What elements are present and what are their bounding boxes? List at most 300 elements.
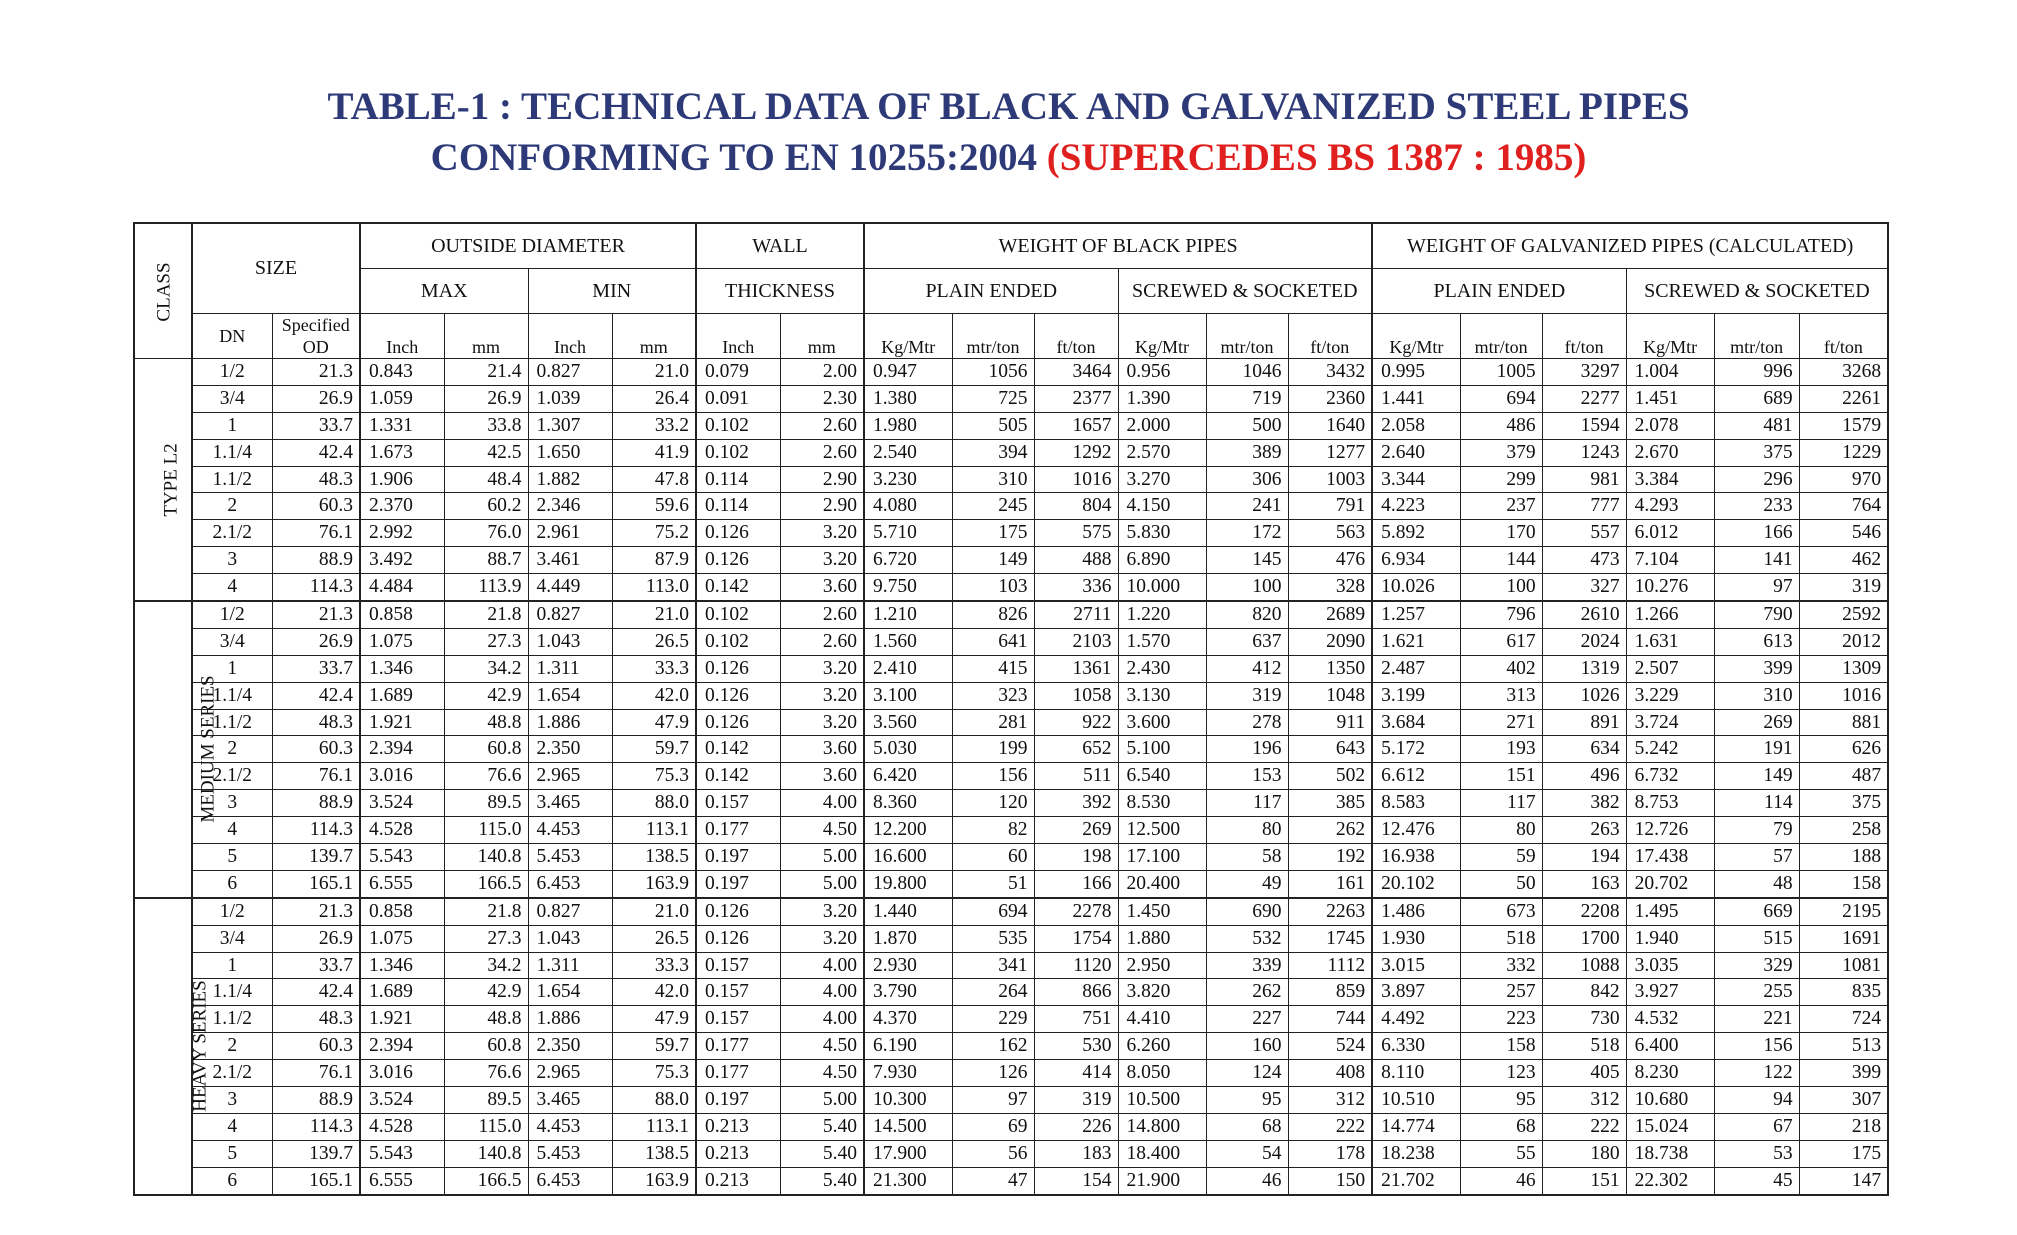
cell-galv-screwed-ftton: 881: [1799, 709, 1888, 736]
header-bpe-mtrton: mtr/ton: [952, 314, 1034, 359]
cell-black-plain-ftton: 922: [1034, 709, 1118, 736]
cell-specified-od: 26.9: [272, 628, 360, 655]
cell-wall-inch: 0.091: [696, 385, 780, 412]
cell-galv-plain-kgmtr: 2.058: [1372, 412, 1460, 439]
cell-wall-inch: 0.126: [696, 709, 780, 736]
cell-od-max-mm: 60.2: [444, 493, 528, 520]
cell-galv-plain-kgmtr: 8.110: [1372, 1060, 1460, 1087]
cell-black-plain-kgmtr: 17.900: [864, 1140, 952, 1167]
cell-dn: 2.1/2: [192, 1060, 272, 1087]
cell-od-max-inch: 1.906: [360, 466, 444, 493]
cell-galv-plain-kgmtr: 6.330: [1372, 1033, 1460, 1060]
cell-wall-mm: 3.60: [780, 574, 864, 601]
cell-od-min-inch: 2.350: [528, 1033, 612, 1060]
cell-galv-screwed-ftton: 764: [1799, 493, 1888, 520]
cell-od-max-mm: 166.5: [444, 870, 528, 897]
cell-galv-plain-mtrton: 46: [1460, 1167, 1542, 1194]
cell-galv-plain-mtrton: 313: [1460, 682, 1542, 709]
cell-od-max-inch: 0.858: [360, 601, 444, 628]
table-row: [134, 547, 1888, 574]
cell-od-max-inch: 1.075: [360, 628, 444, 655]
header-wall-mm: mm: [780, 314, 864, 359]
cell-galv-screwed-kgmtr: 3.927: [1626, 979, 1714, 1006]
cell-black-screwed-ftton: 643: [1288, 736, 1372, 763]
cell-black-screwed-mtrton: 319: [1206, 682, 1288, 709]
cell-od-min-inch: 0.827: [528, 601, 612, 628]
cell-black-screwed-ftton: 178: [1288, 1140, 1372, 1167]
cell-galv-screwed-kgmtr: 17.438: [1626, 844, 1714, 871]
cell-specified-od: 76.1: [272, 763, 360, 790]
cell-galv-plain-ftton: 327: [1542, 574, 1626, 601]
cell-galv-screwed-kgmtr: 15.024: [1626, 1113, 1714, 1140]
cell-black-screwed-ftton: 262: [1288, 817, 1372, 844]
header-max-inch: Inch: [360, 314, 444, 359]
cell-wall-inch: 0.126: [696, 655, 780, 682]
cell-galv-screwed-mtrton: 53: [1714, 1140, 1799, 1167]
cell-black-plain-kgmtr: 7.930: [864, 1060, 952, 1087]
cell-od-max-inch: 1.921: [360, 1006, 444, 1033]
cell-od-max-mm: 42.5: [444, 439, 528, 466]
cell-dn: 5: [192, 1140, 272, 1167]
cell-galv-plain-kgmtr: 1.486: [1372, 898, 1460, 925]
cell-galv-screwed-kgmtr: 10.276: [1626, 574, 1714, 601]
header-thickness: THICKNESS: [696, 269, 864, 314]
cell-black-screwed-mtrton: 58: [1206, 844, 1288, 871]
cell-black-plain-mtrton: 826: [952, 601, 1034, 628]
cell-black-screwed-ftton: 1640: [1288, 412, 1372, 439]
cell-black-screwed-ftton: 161: [1288, 870, 1372, 897]
cell-black-plain-kgmtr: 0.947: [864, 359, 952, 386]
cell-wall-inch: 0.126: [696, 682, 780, 709]
header-specified-od: [272, 314, 360, 359]
cell-dn: 3/4: [192, 385, 272, 412]
cell-od-min-mm: 163.9: [612, 870, 696, 897]
cell-galv-plain-mtrton: 223: [1460, 1006, 1542, 1033]
cell-galv-plain-mtrton: 617: [1460, 628, 1542, 655]
cell-black-screwed-kgmtr: 5.830: [1118, 520, 1206, 547]
cell-galv-plain-mtrton: 332: [1460, 952, 1542, 979]
cell-od-max-inch: 1.075: [360, 925, 444, 952]
cell-galv-plain-kgmtr: 5.172: [1372, 736, 1460, 763]
cell-wall-mm: 4.00: [780, 1006, 864, 1033]
cell-specified-od: 60.3: [272, 493, 360, 520]
cell-galv-plain-mtrton: 486: [1460, 412, 1542, 439]
cell-galv-plain-kgmtr: 3.344: [1372, 466, 1460, 493]
cell-od-max-inch: 4.528: [360, 817, 444, 844]
cell-black-screwed-ftton: 1745: [1288, 925, 1372, 952]
cell-black-plain-kgmtr: 2.930: [864, 952, 952, 979]
table-row: [134, 655, 1888, 682]
table-row: [134, 493, 1888, 520]
cell-wall-mm: 2.30: [780, 385, 864, 412]
cell-black-screwed-kgmtr: 6.890: [1118, 547, 1206, 574]
cell-galv-screwed-mtrton: 515: [1714, 925, 1799, 952]
cell-wall-inch: 0.102: [696, 412, 780, 439]
cell-wall-inch: 0.142: [696, 574, 780, 601]
cell-wall-mm: 5.40: [780, 1113, 864, 1140]
cell-wall-inch: 0.197: [696, 870, 780, 897]
header-class: CLASS: [134, 223, 192, 359]
cell-black-plain-ftton: 183: [1034, 1140, 1118, 1167]
cell-galv-plain-kgmtr: 14.774: [1372, 1113, 1460, 1140]
cell-black-plain-mtrton: 694: [952, 898, 1034, 925]
cell-od-max-inch: 3.524: [360, 790, 444, 817]
cell-specified-od: 76.1: [272, 520, 360, 547]
cell-wall-mm: 3.20: [780, 925, 864, 952]
cell-galv-plain-mtrton: 123: [1460, 1060, 1542, 1087]
cell-black-screwed-kgmtr: 6.260: [1118, 1033, 1206, 1060]
cell-od-min-mm: 75.3: [612, 1060, 696, 1087]
cell-black-screwed-ftton: 1277: [1288, 439, 1372, 466]
table-row: [134, 1033, 1888, 1060]
cell-specified-od: 42.4: [272, 682, 360, 709]
cell-wall-inch: 0.213: [696, 1113, 780, 1140]
table-row: [134, 979, 1888, 1006]
cell-galv-plain-ftton: 222: [1542, 1113, 1626, 1140]
cell-black-plain-ftton: 804: [1034, 493, 1118, 520]
cell-specified-od: 88.9: [272, 1087, 360, 1114]
cell-galv-plain-mtrton: 402: [1460, 655, 1542, 682]
header-galv-screwed-socketed: SCREWED & SOCKETED: [1626, 269, 1888, 314]
cell-od-min-mm: 113.1: [612, 1113, 696, 1140]
cell-od-max-mm: 89.5: [444, 1087, 528, 1114]
subtitle-supersedes: (SUPERCEDES BS 1387 : 1985): [1046, 136, 1587, 179]
cell-galv-screwed-ftton: 399: [1799, 1060, 1888, 1087]
cell-galv-screwed-mtrton: 790: [1714, 601, 1799, 628]
cell-galv-plain-kgmtr: 20.102: [1372, 870, 1460, 897]
header-bpe-ftton: ft/ton: [1034, 314, 1118, 359]
cell-dn: 2: [192, 1033, 272, 1060]
cell-black-plain-kgmtr: 4.080: [864, 493, 952, 520]
cell-od-max-mm: 21.8: [444, 601, 528, 628]
cell-black-screwed-kgmtr: 2.950: [1118, 952, 1206, 979]
cell-wall-mm: 3.20: [780, 682, 864, 709]
table-row: [134, 1060, 1888, 1087]
cell-wall-mm: 2.90: [780, 466, 864, 493]
cell-galv-screwed-ftton: 218: [1799, 1113, 1888, 1140]
cell-black-plain-kgmtr: 3.560: [864, 709, 952, 736]
cell-galv-screwed-kgmtr: 8.230: [1626, 1060, 1714, 1087]
cell-od-max-mm: 27.3: [444, 925, 528, 952]
cell-wall-inch: 0.177: [696, 1033, 780, 1060]
cell-dn: 4: [192, 574, 272, 601]
cell-galv-plain-mtrton: 151: [1460, 763, 1542, 790]
cell-black-plain-mtrton: 120: [952, 790, 1034, 817]
cell-specified-od: 60.3: [272, 1033, 360, 1060]
cell-black-plain-mtrton: 82: [952, 817, 1034, 844]
cell-black-screwed-ftton: 1003: [1288, 466, 1372, 493]
cell-black-screwed-mtrton: 278: [1206, 709, 1288, 736]
cell-black-screwed-mtrton: 306: [1206, 466, 1288, 493]
cell-galv-plain-kgmtr: 16.938: [1372, 844, 1460, 871]
header-gpe-mtrton: mtr/ton: [1460, 314, 1542, 359]
cell-black-plain-mtrton: 505: [952, 412, 1034, 439]
cell-galv-plain-ftton: 2024: [1542, 628, 1626, 655]
header-dn: DN: [192, 314, 272, 359]
table-row: [134, 952, 1888, 979]
cell-black-screwed-kgmtr: 0.956: [1118, 359, 1206, 386]
cell-dn: 1.1/2: [192, 709, 272, 736]
cell-od-min-mm: 21.0: [612, 601, 696, 628]
cell-dn: 1: [192, 655, 272, 682]
cell-galv-screwed-ftton: 1016: [1799, 682, 1888, 709]
cell-black-screwed-ftton: 328: [1288, 574, 1372, 601]
cell-specified-od: 88.9: [272, 547, 360, 574]
cell-wall-mm: 2.60: [780, 412, 864, 439]
cell-black-plain-ftton: 269: [1034, 817, 1118, 844]
cell-od-min-mm: 21.0: [612, 898, 696, 925]
cell-od-min-mm: 21.0: [612, 359, 696, 386]
cell-od-max-mm: 115.0: [444, 817, 528, 844]
cell-black-screwed-kgmtr: 18.400: [1118, 1140, 1206, 1167]
cell-wall-mm: 3.20: [780, 898, 864, 925]
cell-dn: 3/4: [192, 925, 272, 952]
cell-galv-screwed-kgmtr: 10.680: [1626, 1087, 1714, 1114]
cell-galv-screwed-kgmtr: 3.724: [1626, 709, 1714, 736]
cell-black-screwed-mtrton: 54: [1206, 1140, 1288, 1167]
cell-od-min-mm: 163.9: [612, 1167, 696, 1194]
cell-galv-screwed-mtrton: 669: [1714, 898, 1799, 925]
cell-od-min-inch: 3.465: [528, 1087, 612, 1114]
cell-wall-mm: 3.20: [780, 547, 864, 574]
cell-wall-inch: 0.142: [696, 736, 780, 763]
cell-galv-plain-ftton: 2277: [1542, 385, 1626, 412]
cell-galv-plain-kgmtr: 1.930: [1372, 925, 1460, 952]
cell-galv-screwed-mtrton: 166: [1714, 520, 1799, 547]
cell-specified-od: 42.4: [272, 979, 360, 1006]
cell-black-plain-kgmtr: 12.200: [864, 817, 952, 844]
cell-od-min-mm: 75.2: [612, 520, 696, 547]
cell-wall-mm: 3.20: [780, 709, 864, 736]
cell-galv-plain-ftton: 2610: [1542, 601, 1626, 628]
cell-galv-screwed-mtrton: 48: [1714, 870, 1799, 897]
cell-od-max-inch: 0.843: [360, 359, 444, 386]
cell-black-screwed-ftton: 791: [1288, 493, 1372, 520]
cell-black-screwed-ftton: 2689: [1288, 601, 1372, 628]
cell-black-plain-kgmtr: 8.360: [864, 790, 952, 817]
cell-wall-inch: 0.197: [696, 1087, 780, 1114]
cell-galv-plain-kgmtr: 4.223: [1372, 493, 1460, 520]
header-gss-mtrton: mtr/ton: [1714, 314, 1799, 359]
cell-black-screwed-kgmtr: 12.500: [1118, 817, 1206, 844]
cell-wall-mm: 3.60: [780, 736, 864, 763]
cell-galv-screwed-kgmtr: 4.532: [1626, 1006, 1714, 1033]
cell-galv-screwed-kgmtr: 6.400: [1626, 1033, 1714, 1060]
cell-specified-od: 42.4: [272, 439, 360, 466]
cell-dn: 1.1/4: [192, 979, 272, 1006]
cell-galv-plain-kgmtr: 10.510: [1372, 1087, 1460, 1114]
cell-wall-mm: 4.50: [780, 1033, 864, 1060]
cell-galv-plain-ftton: 891: [1542, 709, 1626, 736]
cell-black-plain-mtrton: 162: [952, 1033, 1034, 1060]
cell-galv-plain-ftton: 1319: [1542, 655, 1626, 682]
cell-od-min-inch: 1.654: [528, 979, 612, 1006]
cell-black-screwed-kgmtr: 8.530: [1118, 790, 1206, 817]
cell-galv-screwed-ftton: 626: [1799, 736, 1888, 763]
cell-black-screwed-mtrton: 153: [1206, 763, 1288, 790]
cell-wall-inch: 0.177: [696, 817, 780, 844]
table-row: [134, 1140, 1888, 1167]
cell-od-min-inch: 2.965: [528, 1060, 612, 1087]
cell-galv-screwed-kgmtr: 4.293: [1626, 493, 1714, 520]
cell-od-min-inch: 2.961: [528, 520, 612, 547]
cell-od-min-inch: 5.453: [528, 1140, 612, 1167]
header-gss-ftton: ft/ton: [1799, 314, 1888, 359]
table-row: [134, 574, 1888, 601]
table-row: [134, 1167, 1888, 1194]
cell-galv-plain-mtrton: 55: [1460, 1140, 1542, 1167]
cell-black-plain-mtrton: 47: [952, 1167, 1034, 1194]
cell-od-max-mm: 60.8: [444, 1033, 528, 1060]
cell-galv-plain-ftton: 382: [1542, 790, 1626, 817]
cell-black-screwed-mtrton: 124: [1206, 1060, 1288, 1087]
cell-dn: 1.1/2: [192, 1006, 272, 1033]
cell-galv-screwed-ftton: 1229: [1799, 439, 1888, 466]
cell-black-screwed-ftton: 524: [1288, 1033, 1372, 1060]
cell-galv-screwed-ftton: 546: [1799, 520, 1888, 547]
cell-black-screwed-kgmtr: 3.820: [1118, 979, 1206, 1006]
header-max-mm: mm: [444, 314, 528, 359]
cell-galv-screwed-ftton: 375: [1799, 790, 1888, 817]
cell-black-screwed-ftton: 502: [1288, 763, 1372, 790]
cell-galv-screwed-ftton: 1579: [1799, 412, 1888, 439]
cell-od-max-mm: 115.0: [444, 1113, 528, 1140]
cell-galv-plain-ftton: 1243: [1542, 439, 1626, 466]
table-row: [134, 736, 1888, 763]
table-row: [134, 359, 1888, 386]
cell-galv-screwed-mtrton: 122: [1714, 1060, 1799, 1087]
cell-black-plain-kgmtr: 3.230: [864, 466, 952, 493]
cell-galv-screwed-kgmtr: 6.012: [1626, 520, 1714, 547]
cell-od-max-mm: 42.9: [444, 979, 528, 1006]
cell-black-screwed-mtrton: 196: [1206, 736, 1288, 763]
cell-galv-screwed-ftton: 258: [1799, 817, 1888, 844]
header-od-max: MAX: [360, 269, 528, 314]
cell-specified-od: 26.9: [272, 925, 360, 952]
cell-black-screwed-mtrton: 95: [1206, 1087, 1288, 1114]
cell-galv-screwed-mtrton: 310: [1714, 682, 1799, 709]
cell-black-plain-kgmtr: 3.100: [864, 682, 952, 709]
cell-black-screwed-mtrton: 49: [1206, 870, 1288, 897]
cell-black-plain-kgmtr: 21.300: [864, 1167, 952, 1194]
cell-black-plain-kgmtr: 14.500: [864, 1113, 952, 1140]
cell-black-plain-mtrton: 323: [952, 682, 1034, 709]
cell-black-screwed-kgmtr: 21.900: [1118, 1167, 1206, 1194]
cell-galv-plain-ftton: 730: [1542, 1006, 1626, 1033]
cell-galv-plain-ftton: 163: [1542, 870, 1626, 897]
cell-galv-screwed-mtrton: 375: [1714, 439, 1799, 466]
cell-galv-plain-kgmtr: 0.995: [1372, 359, 1460, 386]
cell-black-plain-ftton: 414: [1034, 1060, 1118, 1087]
cell-black-plain-kgmtr: 6.420: [864, 763, 952, 790]
table-row: [134, 439, 1888, 466]
cell-od-max-inch: 1.689: [360, 979, 444, 1006]
table-row: [134, 844, 1888, 871]
cell-specified-od: 26.9: [272, 385, 360, 412]
cell-black-plain-ftton: 1016: [1034, 466, 1118, 493]
cell-od-min-inch: 1.043: [528, 628, 612, 655]
header-wall: WALL: [696, 223, 864, 269]
cell-od-min-inch: 1.886: [528, 1006, 612, 1033]
cell-black-plain-kgmtr: 5.030: [864, 736, 952, 763]
cell-galv-screwed-kgmtr: 8.753: [1626, 790, 1714, 817]
cell-black-screwed-ftton: 2090: [1288, 628, 1372, 655]
cell-galv-screwed-mtrton: 45: [1714, 1167, 1799, 1194]
cell-wall-mm: 3.20: [780, 520, 864, 547]
pipe-data-table-wrapper: [133, 222, 1883, 1191]
cell-wall-inch: 0.102: [696, 601, 780, 628]
cell-galv-plain-mtrton: 158: [1460, 1033, 1542, 1060]
class-label-medium-series: [134, 601, 219, 898]
cell-specified-od: 48.3: [272, 1006, 360, 1033]
cell-wall-inch: 0.157: [696, 790, 780, 817]
cell-galv-plain-mtrton: 144: [1460, 547, 1542, 574]
header-bss-ftton: ft/ton: [1288, 314, 1372, 359]
cell-od-max-mm: 60.8: [444, 736, 528, 763]
cell-wall-inch: 0.213: [696, 1140, 780, 1167]
cell-black-screwed-ftton: 408: [1288, 1060, 1372, 1087]
cell-galv-plain-mtrton: 518: [1460, 925, 1542, 952]
cell-dn: 5: [192, 844, 272, 871]
cell-galv-screwed-ftton: 835: [1799, 979, 1888, 1006]
cell-galv-screwed-ftton: 158: [1799, 870, 1888, 897]
cell-black-plain-ftton: 751: [1034, 1006, 1118, 1033]
cell-wall-mm: 4.00: [780, 979, 864, 1006]
cell-dn: 6: [192, 1167, 272, 1194]
cell-galv-plain-kgmtr: 3.199: [1372, 682, 1460, 709]
cell-od-min-inch: 3.465: [528, 790, 612, 817]
cell-black-plain-kgmtr: 5.710: [864, 520, 952, 547]
cell-wall-inch: 0.197: [696, 844, 780, 871]
cell-od-min-inch: 2.965: [528, 763, 612, 790]
cell-galv-screwed-ftton: 1081: [1799, 952, 1888, 979]
cell-black-plain-kgmtr: 19.800: [864, 870, 952, 897]
cell-black-plain-mtrton: 535: [952, 925, 1034, 952]
cell-galv-plain-kgmtr: 1.441: [1372, 385, 1460, 412]
header-weight-black: WEIGHT OF BLACK PIPES: [864, 223, 1372, 269]
cell-black-plain-mtrton: 310: [952, 466, 1034, 493]
cell-black-plain-mtrton: 394: [952, 439, 1034, 466]
cell-specified-od: 165.1: [272, 870, 360, 897]
cell-black-screwed-mtrton: 100: [1206, 574, 1288, 601]
cell-galv-screwed-kgmtr: 2.078: [1626, 412, 1714, 439]
cell-galv-screwed-ftton: 2261: [1799, 385, 1888, 412]
cell-galv-plain-mtrton: 50: [1460, 870, 1542, 897]
cell-galv-screwed-ftton: 188: [1799, 844, 1888, 871]
cell-galv-plain-ftton: 634: [1542, 736, 1626, 763]
cell-specified-od: 76.1: [272, 1060, 360, 1087]
cell-od-min-mm: 42.0: [612, 979, 696, 1006]
class-label-heavy-series: [134, 898, 211, 1195]
cell-od-min-mm: 26.5: [612, 628, 696, 655]
cell-black-plain-ftton: 866: [1034, 979, 1118, 1006]
cell-od-min-inch: 4.453: [528, 817, 612, 844]
header-galv-plain-ended: PLAIN ENDED: [1372, 269, 1626, 314]
cell-od-max-mm: 42.9: [444, 682, 528, 709]
cell-od-min-inch: 1.039: [528, 385, 612, 412]
cell-black-plain-ftton: 488: [1034, 547, 1118, 574]
cell-od-max-mm: 34.2: [444, 952, 528, 979]
cell-black-screwed-kgmtr: 4.410: [1118, 1006, 1206, 1033]
cell-galv-screwed-ftton: 3268: [1799, 359, 1888, 386]
cell-black-plain-mtrton: 51: [952, 870, 1034, 897]
cell-galv-screwed-ftton: 1691: [1799, 925, 1888, 952]
cell-black-plain-ftton: 392: [1034, 790, 1118, 817]
cell-black-plain-ftton: 511: [1034, 763, 1118, 790]
header-black-screwed-socketed: SCREWED & SOCKETED: [1118, 269, 1372, 314]
cell-black-plain-kgmtr: 1.440: [864, 898, 952, 925]
cell-black-screwed-mtrton: 532: [1206, 925, 1288, 952]
